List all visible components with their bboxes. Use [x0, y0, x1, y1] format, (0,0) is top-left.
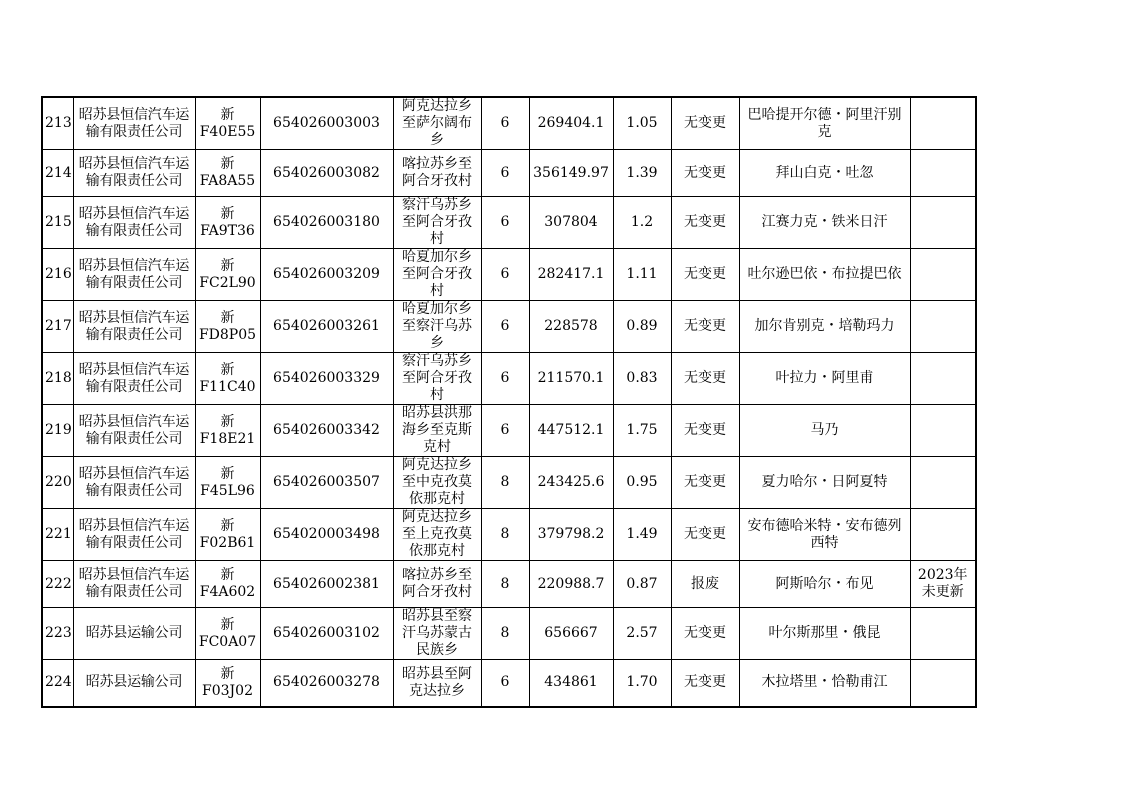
change-status-cell: 无变更	[671, 457, 739, 509]
change-status-cell: 无变更	[671, 150, 739, 197]
seats-cell: 8	[481, 561, 529, 608]
route-cell: 察汗乌苏乡至阿合牙孜村	[393, 197, 481, 249]
amount-cell: 282417.1	[529, 249, 613, 301]
route-cell: 阿克达拉乡至萨尔阔布乡	[393, 97, 481, 150]
amount-cell: 356149.97	[529, 150, 613, 197]
route-cell: 阿克达拉乡至上克孜莫依那克村	[393, 509, 481, 561]
certificate-number-cell: 654026003278	[260, 660, 393, 707]
owner-cell: 拜山白克・吐忽	[739, 150, 910, 197]
plate-number-cell: 新F45L96	[195, 457, 260, 509]
change-status-cell: 无变更	[671, 249, 739, 301]
seats-cell: 6	[481, 150, 529, 197]
ratio-cell: 1.75	[613, 405, 671, 457]
vehicle-table	[41, 96, 977, 708]
amount-cell: 220988.7	[529, 561, 613, 608]
row-index-cell: 224	[42, 660, 73, 707]
certificate-number-cell: 654026003261	[260, 301, 393, 353]
certificate-number-cell: 654026003329	[260, 353, 393, 405]
seats-cell: 6	[481, 405, 529, 457]
change-status-cell: 无变更	[671, 608, 739, 660]
certificate-number-cell: 654026003342	[260, 405, 393, 457]
note-cell	[910, 660, 976, 707]
amount-cell: 228578	[529, 301, 613, 353]
table-row	[42, 97, 976, 150]
company-cell: 昭苏县恒信汽车运输有限责任公司	[73, 457, 195, 509]
row-index-cell: 220	[42, 457, 73, 509]
ratio-cell: 1.49	[613, 509, 671, 561]
plate-number-cell: 新FA9T36	[195, 197, 260, 249]
ratio-cell: 1.70	[613, 660, 671, 707]
plate-number-cell: 新F03J02	[195, 660, 260, 707]
certificate-number-cell: 654026003082	[260, 150, 393, 197]
ratio-cell: 1.39	[613, 150, 671, 197]
change-status-cell: 无变更	[671, 353, 739, 405]
owner-cell: 叶拉力・阿里甫	[739, 353, 910, 405]
company-cell: 昭苏县恒信汽车运输有限责任公司	[73, 249, 195, 301]
note-cell	[910, 457, 976, 509]
seats-cell: 6	[481, 97, 529, 150]
note-cell: 2023年未更新	[910, 561, 976, 608]
certificate-number-cell: 654026003003	[260, 97, 393, 150]
change-status-cell: 无变更	[671, 197, 739, 249]
plate-number-cell: 新FD8P05	[195, 301, 260, 353]
row-index-cell: 221	[42, 509, 73, 561]
amount-cell: 434861	[529, 660, 613, 707]
row-index-cell: 219	[42, 405, 73, 457]
owner-cell: 木拉塔里・恰勒甫江	[739, 660, 910, 707]
plate-number-cell: 新F40E55	[195, 97, 260, 150]
table-row	[42, 249, 976, 301]
ratio-cell: 1.11	[613, 249, 671, 301]
row-index-cell: 223	[42, 608, 73, 660]
ratio-cell: 1.2	[613, 197, 671, 249]
seats-cell: 6	[481, 301, 529, 353]
owner-cell: 夏力哈尔・日阿夏特	[739, 457, 910, 509]
route-cell: 昭苏县洪那海乡至克斯克村	[393, 405, 481, 457]
company-cell: 昭苏县恒信汽车运输有限责任公司	[73, 301, 195, 353]
plate-number-cell: 新FA8A55	[195, 150, 260, 197]
ratio-cell: 0.83	[613, 353, 671, 405]
owner-cell: 叶尔斯那里・俄昆	[739, 608, 910, 660]
company-cell: 昭苏县恒信汽车运输有限责任公司	[73, 197, 195, 249]
route-cell: 哈夏加尔乡至察汗乌苏乡	[393, 301, 481, 353]
table-body	[42, 97, 976, 707]
table-row	[42, 660, 976, 707]
seats-cell: 6	[481, 197, 529, 249]
note-cell	[910, 608, 976, 660]
certificate-number-cell: 654026003102	[260, 608, 393, 660]
certificate-number-cell: 654026003209	[260, 249, 393, 301]
note-cell	[910, 353, 976, 405]
table-row	[42, 405, 976, 457]
owner-cell: 巴哈提开尔德・阿里汗别克	[739, 97, 910, 150]
route-cell: 昭苏县至阿克达拉乡	[393, 660, 481, 707]
change-status-cell: 无变更	[671, 405, 739, 457]
route-cell: 察汗乌苏乡至阿合牙孜村	[393, 353, 481, 405]
amount-cell: 447512.1	[529, 405, 613, 457]
route-cell: 哈夏加尔乡至阿合牙孜村	[393, 249, 481, 301]
amount-cell: 243425.6	[529, 457, 613, 509]
route-cell: 昭苏县至察汗乌苏蒙古民族乡	[393, 608, 481, 660]
ratio-cell: 0.89	[613, 301, 671, 353]
change-status-cell: 报废	[671, 561, 739, 608]
company-cell: 昭苏县恒信汽车运输有限责任公司	[73, 561, 195, 608]
plate-number-cell: 新F02B61	[195, 509, 260, 561]
owner-cell: 马乃	[739, 405, 910, 457]
ratio-cell: 2.57	[613, 608, 671, 660]
seats-cell: 6	[481, 353, 529, 405]
owner-cell: 安布德哈米特・安布德列西特	[739, 509, 910, 561]
company-cell: 昭苏县运输公司	[73, 660, 195, 707]
amount-cell: 211570.1	[529, 353, 613, 405]
plate-number-cell: 新FC2L90	[195, 249, 260, 301]
certificate-number-cell: 654020003498	[260, 509, 393, 561]
note-cell	[910, 509, 976, 561]
row-index-cell: 215	[42, 197, 73, 249]
owner-cell: 吐尔逊巴依・布拉提巴依	[739, 249, 910, 301]
plate-number-cell: 新F18E21	[195, 405, 260, 457]
note-cell	[910, 197, 976, 249]
company-cell: 昭苏县恒信汽车运输有限责任公司	[73, 150, 195, 197]
note-cell	[910, 249, 976, 301]
amount-cell: 307804	[529, 197, 613, 249]
amount-cell: 379798.2	[529, 509, 613, 561]
owner-cell: 阿斯哈尔・布见	[739, 561, 910, 608]
company-cell: 昭苏县恒信汽车运输有限责任公司	[73, 405, 195, 457]
row-index-cell: 222	[42, 561, 73, 608]
table-row	[42, 608, 976, 660]
table-row	[42, 353, 976, 405]
company-cell: 昭苏县恒信汽车运输有限责任公司	[73, 353, 195, 405]
table-row	[42, 150, 976, 197]
table-row	[42, 301, 976, 353]
company-cell: 昭苏县恒信汽车运输有限责任公司	[73, 97, 195, 150]
ratio-cell: 0.87	[613, 561, 671, 608]
amount-cell: 656667	[529, 608, 613, 660]
seats-cell: 8	[481, 608, 529, 660]
ratio-cell: 0.95	[613, 457, 671, 509]
plate-number-cell: 新FC0A07	[195, 608, 260, 660]
table-row	[42, 509, 976, 561]
route-cell: 喀拉苏乡至阿合牙孜村	[393, 150, 481, 197]
change-status-cell: 无变更	[671, 660, 739, 707]
ratio-cell: 1.05	[613, 97, 671, 150]
note-cell	[910, 150, 976, 197]
change-status-cell: 无变更	[671, 509, 739, 561]
certificate-number-cell: 654026003180	[260, 197, 393, 249]
table-row	[42, 561, 976, 608]
certificate-number-cell: 654026003507	[260, 457, 393, 509]
row-index-cell: 216	[42, 249, 73, 301]
table-row	[42, 457, 976, 509]
row-index-cell: 218	[42, 353, 73, 405]
owner-cell: 江赛力克・铁米日汗	[739, 197, 910, 249]
plate-number-cell: 新F11C40	[195, 353, 260, 405]
certificate-number-cell: 654026002381	[260, 561, 393, 608]
row-index-cell: 217	[42, 301, 73, 353]
table-row	[42, 197, 976, 249]
seats-cell: 6	[481, 249, 529, 301]
note-cell	[910, 301, 976, 353]
row-index-cell: 213	[42, 97, 73, 150]
seats-cell: 8	[481, 457, 529, 509]
change-status-cell: 无变更	[671, 301, 739, 353]
note-cell	[910, 405, 976, 457]
company-cell: 昭苏县运输公司	[73, 608, 195, 660]
route-cell: 喀拉苏乡至阿合牙孜村	[393, 561, 481, 608]
owner-cell: 加尔肯别克・培勒玛力	[739, 301, 910, 353]
amount-cell: 269404.1	[529, 97, 613, 150]
note-cell	[910, 97, 976, 150]
route-cell: 阿克达拉乡至中克孜莫依那克村	[393, 457, 481, 509]
plate-number-cell: 新F4A602	[195, 561, 260, 608]
seats-cell: 8	[481, 509, 529, 561]
row-index-cell: 214	[42, 150, 73, 197]
seats-cell: 6	[481, 660, 529, 707]
change-status-cell: 无变更	[671, 97, 739, 150]
company-cell: 昭苏县恒信汽车运输有限责任公司	[73, 509, 195, 561]
